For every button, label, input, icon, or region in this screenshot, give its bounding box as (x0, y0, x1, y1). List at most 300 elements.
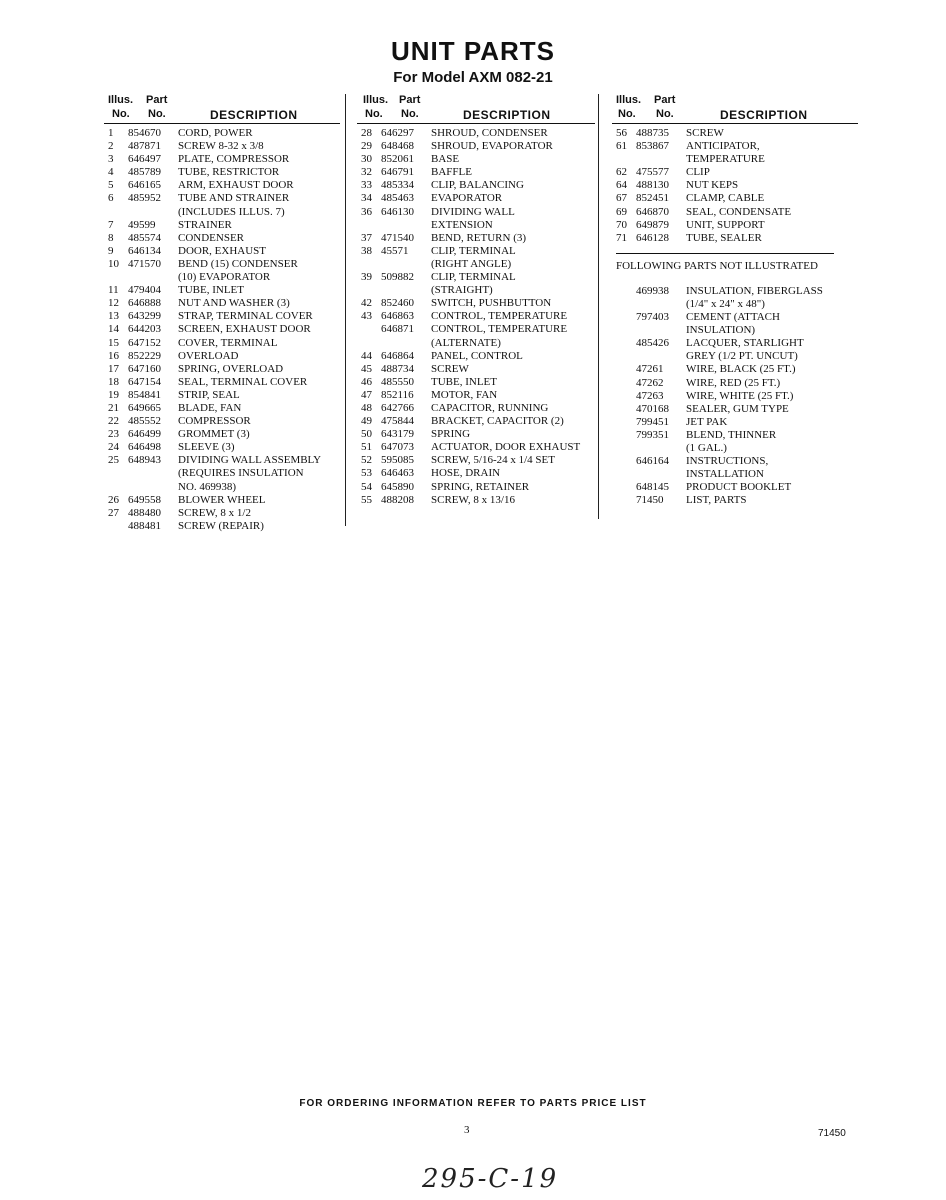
table-row (104, 206, 340, 219)
illus-no-cell: 24 (108, 441, 119, 454)
illus-no-cell (104, 467, 128, 480)
description-cell: BLEND, THINNER (686, 428, 777, 441)
table-row (104, 192, 340, 205)
illus-no-cell (612, 311, 636, 324)
table-row (612, 140, 858, 153)
parts-list (612, 127, 858, 245)
description-cell: WIRE, RED (25 FT.) (686, 376, 781, 389)
part-no-cell: 646164 (636, 455, 669, 468)
part-no-cell: 47261 (636, 363, 664, 376)
table-row (357, 140, 595, 153)
part-no-cell: 644203 (128, 323, 161, 336)
description-cell: CLIP, TERMINAL (431, 244, 516, 257)
illus-no-cell: 36 (361, 205, 372, 218)
table-row (104, 402, 340, 415)
part-no-cell: 646134 (128, 244, 161, 257)
column-divider (345, 94, 346, 526)
description-cell: SEAL, TERMINAL COVER (178, 375, 308, 388)
description-cell: STRAP, TERMINAL COVER (178, 310, 313, 323)
description-cell: SCREW (431, 362, 469, 375)
part-no-cell: 485334 (381, 179, 414, 192)
description-cell: DIVIDING WALL (431, 205, 515, 218)
part-no-cell: 595085 (381, 454, 414, 467)
table-row (104, 284, 340, 297)
illus-no-cell: 27 (108, 506, 119, 519)
description-cell: SCREEN, EXHAUST DOOR (178, 323, 311, 336)
description-cell: STRIP, SEAL (178, 388, 240, 401)
not-illustrated-list (612, 285, 858, 508)
part-no-cell: 643299 (128, 310, 161, 323)
illus-no-cell: 14 (108, 323, 119, 336)
illus-no-cell (104, 271, 128, 284)
part-no-cell (128, 481, 178, 494)
description-header: DESCRIPTION (210, 108, 298, 122)
illus-no-cell: 34 (361, 192, 372, 205)
description-cell: CLIP (686, 166, 710, 179)
table-row (357, 402, 595, 415)
table-row (612, 468, 858, 481)
table-row (357, 258, 595, 271)
parts-column-2 (357, 94, 595, 507)
illus-no-cell (357, 258, 381, 271)
table-row (612, 192, 858, 205)
part-no-cell: 646863 (381, 310, 414, 323)
part-no-cell: 799351 (636, 428, 669, 441)
illus-no-cell: 12 (108, 297, 119, 310)
description-cell: TUBE, INLET (178, 284, 244, 297)
illus-no-cell: 46 (361, 375, 372, 388)
no-header: No. (112, 108, 130, 120)
part-no-cell: 485952 (128, 192, 161, 205)
table-row (357, 179, 595, 192)
description-cell: BASE (431, 153, 460, 166)
table-row (612, 455, 858, 468)
illus-no-cell: 62 (616, 166, 627, 179)
description-cell: (RIGHT ANGLE) (431, 257, 512, 270)
description-cell: CEMENT (ATTACH (686, 311, 780, 324)
illus-no-cell: 15 (108, 336, 119, 349)
table-row (104, 467, 340, 480)
part-no-cell: 852061 (381, 153, 414, 166)
illus-no-cell (104, 481, 128, 494)
illus-no-cell: 52 (361, 454, 372, 467)
description-cell: TUBE AND STRAINER (178, 192, 290, 205)
part-no-cell: 852116 (381, 388, 414, 401)
illus-no-cell: 64 (616, 179, 627, 192)
table-row (104, 219, 340, 232)
description-cell: (1 GAL.) (686, 441, 727, 454)
illus-no-cell: 47 (361, 388, 372, 401)
illus-no-cell: 43 (361, 310, 372, 323)
description-cell: ARM, EXHAUST DOOR (178, 179, 294, 192)
table-row (612, 324, 858, 337)
description-cell: LACQUER, STARLIGHT (686, 337, 804, 350)
part-no-cell: 646128 (636, 231, 669, 244)
illus-no-cell: 19 (108, 388, 119, 401)
illus-no-cell: 44 (361, 349, 372, 362)
no-header: No. (401, 108, 419, 120)
illus-no-cell: 39 (361, 271, 372, 284)
illus-no-cell: 1 (108, 127, 114, 139)
part-header: Part (654, 94, 676, 106)
illus-no-cell: 53 (361, 467, 372, 480)
illus-no-cell (612, 442, 636, 455)
part-no-cell: 488481 (128, 519, 161, 532)
illus-no-cell: 5 (108, 179, 114, 192)
table-row (612, 232, 858, 245)
description-cell: DOOR, EXHAUST (178, 244, 266, 257)
table-row (357, 441, 595, 454)
illus-no-cell: 3 (108, 153, 114, 166)
illus-no-cell: 18 (108, 375, 119, 388)
illus-no-cell: 29 (361, 140, 372, 153)
description-cell: NUT KEPS (686, 179, 739, 192)
table-row (104, 127, 340, 140)
illus-no-cell: 11 (108, 284, 119, 297)
part-no-cell: 646871 (381, 323, 414, 336)
table-row (357, 153, 595, 166)
illus-no-cell: 55 (361, 493, 372, 506)
description-cell: SCREW, 8 x 13/16 (431, 493, 515, 506)
description-cell: INSULATION, FIBERGLASS (686, 284, 823, 297)
part-no-cell: 647154 (128, 375, 161, 388)
part-no-cell: 487871 (128, 140, 161, 153)
table-row (104, 454, 340, 467)
handwritten-note: 295-C-19 (422, 1164, 559, 1194)
table-row (104, 297, 340, 310)
table-row (357, 245, 595, 258)
table-row (104, 258, 340, 271)
no-header: No. (365, 108, 383, 120)
part-no-cell: 649665 (128, 401, 161, 414)
illus-no-cell (612, 403, 636, 416)
table-row (104, 350, 340, 363)
table-row (357, 192, 595, 205)
description-cell: SCREW 8-32 x 3/8 (178, 140, 264, 153)
table-row (104, 428, 340, 441)
description-cell: SHROUD, EVAPORATOR (431, 140, 553, 153)
description-cell: CLIP, TERMINAL (431, 271, 516, 284)
illus-no-cell: 42 (361, 297, 372, 310)
part-no-cell (636, 442, 686, 455)
description-cell: MOTOR, FAN (431, 388, 498, 401)
no-header: No. (618, 108, 636, 120)
table-row (104, 507, 340, 520)
part-no-cell: 648943 (128, 454, 161, 467)
part-no-cell: 646297 (381, 127, 414, 139)
description-cell: CLAMP, CABLE (686, 192, 765, 205)
part-no-cell: 45571 (381, 244, 409, 257)
part-no-cell: 643179 (381, 428, 414, 441)
table-row (612, 285, 858, 298)
illus-no-cell: 25 (108, 454, 119, 467)
table-row (612, 166, 858, 179)
illus-no-cell: 13 (108, 310, 119, 323)
description-cell: INSTRUCTIONS, (686, 455, 769, 468)
description-cell: BAFFLE (431, 166, 472, 179)
table-row (357, 232, 595, 245)
part-no-cell: 649558 (128, 493, 161, 506)
illus-no-cell: 61 (616, 140, 627, 153)
part-no-cell (128, 206, 178, 219)
illus-no-cell (357, 323, 381, 336)
part-no-cell: 648145 (636, 481, 669, 494)
description-cell: OVERLOAD (178, 349, 239, 362)
part-no-cell: 642766 (381, 401, 414, 414)
table-row (357, 389, 595, 402)
table-row (612, 363, 858, 376)
part-no-cell: 646870 (636, 205, 669, 218)
part-no-cell (636, 298, 686, 311)
parts-column-3 (612, 94, 858, 507)
part-no-cell: 475577 (636, 166, 669, 179)
description-cell: COVER, TERMINAL (178, 336, 278, 349)
part-no-cell: 47263 (636, 389, 664, 402)
no-header: No. (656, 108, 674, 120)
no-header: No. (148, 108, 166, 120)
part-no-cell: 485552 (128, 415, 161, 428)
illus-no-cell: 17 (108, 362, 119, 375)
table-row (357, 337, 595, 350)
part-no-cell: 649879 (636, 218, 669, 231)
part-no-cell: 509882 (381, 271, 414, 284)
description-cell: PRODUCT BOOKLET (686, 481, 792, 494)
description-cell: ACTUATOR, DOOR EXHAUST (431, 441, 581, 454)
table-row (357, 428, 595, 441)
table-row (357, 350, 595, 363)
illus-no-cell: 10 (108, 257, 119, 270)
table-row (104, 271, 340, 284)
description-cell: SCREW, 8 x 1/2 (178, 506, 251, 519)
illus-no-cell (612, 494, 636, 507)
table-row (612, 494, 858, 507)
part-no-cell: 471570 (128, 257, 161, 270)
table-row (357, 297, 595, 310)
table-row (357, 166, 595, 179)
illus-no-cell: 48 (361, 401, 372, 414)
illus-no-cell (612, 153, 636, 166)
part-no-cell: 485463 (381, 192, 414, 205)
part-no-cell: 646499 (128, 428, 161, 441)
part-no-cell: 648468 (381, 140, 414, 153)
table-row (104, 441, 340, 454)
description-cell: PLATE, COMPRESSOR (178, 153, 290, 166)
part-no-cell: 645890 (381, 480, 414, 493)
table-row (612, 442, 858, 455)
description-cell: COMPRESSOR (178, 415, 251, 428)
table-row (612, 416, 858, 429)
description-cell: (ALTERNATE) (431, 336, 501, 349)
part-no-cell: 488130 (636, 179, 669, 192)
description-cell: TUBE, INLET (431, 375, 497, 388)
description-cell: CLIP, BALANCING (431, 179, 524, 192)
illus-no-cell (612, 416, 636, 429)
part-no-cell (381, 258, 431, 271)
table-row (612, 298, 858, 311)
description-cell: SPRING (431, 428, 471, 441)
part-no-cell: 485574 (128, 231, 161, 244)
table-row (612, 127, 858, 140)
table-row (357, 206, 595, 219)
illus-no-cell: 69 (616, 205, 627, 218)
illus-no-cell (612, 285, 636, 298)
table-row (357, 127, 595, 140)
table-row (612, 350, 858, 363)
part-header: Part (146, 94, 168, 106)
description-cell: (STRAIGHT) (431, 284, 493, 297)
table-row (612, 390, 858, 403)
part-no-cell: 646498 (128, 441, 161, 454)
page-title: UNIT PARTS (390, 36, 556, 66)
part-header: Part (399, 94, 421, 106)
table-row (357, 494, 595, 507)
illus-no-cell: 38 (361, 244, 372, 257)
illus-no-cell (104, 520, 128, 533)
description-cell: LIST, PARTS (686, 494, 747, 507)
part-no-cell: 854841 (128, 388, 161, 401)
table-row (612, 311, 858, 324)
table-row (357, 376, 595, 389)
description-cell: (INCLUDES ILLUS. 7) (178, 205, 285, 218)
illus-no-cell: 71 (616, 231, 627, 244)
illus-no-cell (357, 284, 381, 297)
description-cell: (10) EVAPORATOR (178, 271, 271, 284)
description-cell: GREY (1/2 PT. UNCUT) (686, 350, 798, 363)
table-row (104, 389, 340, 402)
page-number: 3 (464, 1124, 470, 1136)
description-cell: NO. 469938) (178, 480, 237, 493)
parts-column-1 (104, 94, 340, 533)
description-cell: SCREW (REPAIR) (178, 519, 264, 532)
table-row (357, 284, 595, 297)
part-no-cell: 49599 (128, 218, 156, 231)
description-cell: EXTENSION (431, 218, 493, 231)
part-no-cell: 646165 (128, 179, 161, 192)
illus-no-cell: 54 (361, 480, 372, 493)
part-no-cell: 647160 (128, 362, 161, 375)
table-row (104, 153, 340, 166)
illus-no-cell: 56 (616, 127, 627, 139)
description-cell: ANTICIPATOR, (686, 140, 760, 153)
illus-header: Illus. (616, 94, 642, 106)
description-cell: TUBE, SEALER (686, 231, 762, 244)
table-row (357, 323, 595, 336)
description-cell: TEMPERATURE (686, 153, 765, 166)
description-cell: CAPACITOR, RUNNING (431, 401, 549, 414)
parts-list (104, 127, 340, 533)
illus-no-cell: 49 (361, 415, 372, 428)
illus-no-cell: 50 (361, 428, 372, 441)
illus-header: Illus. (108, 94, 134, 106)
ordering-info-footer: FOR ORDERING INFORMATION REFER TO PARTS PRICE LIST (299, 1098, 647, 1109)
description-cell: SEAL, CONDENSATE (686, 205, 792, 218)
description-header: DESCRIPTION (463, 108, 551, 122)
description-cell: NUT AND WASHER (3) (178, 297, 290, 310)
illus-no-cell (612, 390, 636, 403)
part-no-cell: 646791 (381, 166, 414, 179)
part-no-cell: 854670 (128, 127, 161, 139)
illus-no-cell: 33 (361, 179, 372, 192)
table-row (104, 494, 340, 507)
description-cell: SEALER, GUM TYPE (686, 402, 789, 415)
column-divider (598, 94, 599, 519)
model-subtitle: For Model AXM 082-21 (393, 69, 553, 86)
illus-no-cell (357, 337, 381, 350)
description-cell: CONTROL, TEMPERATURE (431, 310, 568, 323)
table-row (104, 520, 340, 533)
part-no-cell: 647073 (381, 441, 414, 454)
description-cell: BLOWER WHEEL (178, 493, 266, 506)
part-no-cell: 471540 (381, 231, 414, 244)
description-cell: BEND (15) CONDENSER (178, 257, 298, 270)
part-no-cell: 488480 (128, 506, 161, 519)
table-row (612, 377, 858, 390)
table-row (612, 179, 858, 192)
table-row (612, 153, 858, 166)
illus-no-cell: 7 (108, 218, 114, 231)
table-row (104, 363, 340, 376)
illus-no-cell: 9 (108, 244, 114, 257)
part-no-cell: 646864 (381, 349, 414, 362)
part-no-cell: 71450 (636, 494, 664, 507)
illus-no-cell (612, 324, 636, 337)
description-cell: HOSE, DRAIN (431, 467, 501, 480)
part-no-cell: 485426 (636, 337, 669, 350)
table-row (612, 429, 858, 442)
description-cell: WIRE, WHITE (25 FT.) (686, 389, 794, 402)
table-row (104, 415, 340, 428)
part-no-cell (636, 153, 686, 166)
part-no-cell (636, 350, 686, 363)
description-cell: GROMMET (3) (178, 428, 250, 441)
table-row (104, 232, 340, 245)
part-no-cell (636, 324, 686, 337)
part-no-cell (128, 271, 178, 284)
part-no-cell: 469938 (636, 284, 669, 297)
illus-no-cell (357, 219, 381, 232)
illus-no-cell (612, 455, 636, 468)
description-cell: SHROUD, CONDENSER (431, 127, 548, 139)
part-no-cell (381, 337, 431, 350)
table-row (357, 310, 595, 323)
description-cell: BLADE, FAN (178, 401, 242, 414)
part-no-cell: 488208 (381, 493, 414, 506)
part-no-cell: 852451 (636, 192, 669, 205)
illus-no-cell: 67 (616, 192, 627, 205)
illus-no-cell: 45 (361, 362, 372, 375)
illus-no-cell: 4 (108, 166, 114, 179)
illus-no-cell: 51 (361, 441, 372, 454)
table-row (357, 467, 595, 480)
part-no-cell: 852229 (128, 349, 161, 362)
not-illustrated-header: FOLLOWING PARTS NOT ILLUSTRATED (616, 259, 818, 272)
table-row (104, 481, 340, 494)
part-no-cell: 488735 (636, 127, 669, 139)
part-no-cell: 852460 (381, 297, 414, 310)
illus-header: Illus. (363, 94, 389, 106)
description-cell: PANEL, CONTROL (431, 349, 523, 362)
part-no-cell: 646130 (381, 205, 414, 218)
parts-list (357, 127, 595, 507)
description-cell: SPRING, OVERLOAD (178, 362, 284, 375)
description-cell: INSTALLATION (686, 468, 764, 481)
description-cell: BRACKET, CAPACITOR (2) (431, 415, 564, 428)
illus-no-cell (612, 350, 636, 363)
table-row (104, 140, 340, 153)
illus-no-cell (612, 429, 636, 442)
part-no-cell: 475844 (381, 415, 414, 428)
table-row (104, 376, 340, 389)
